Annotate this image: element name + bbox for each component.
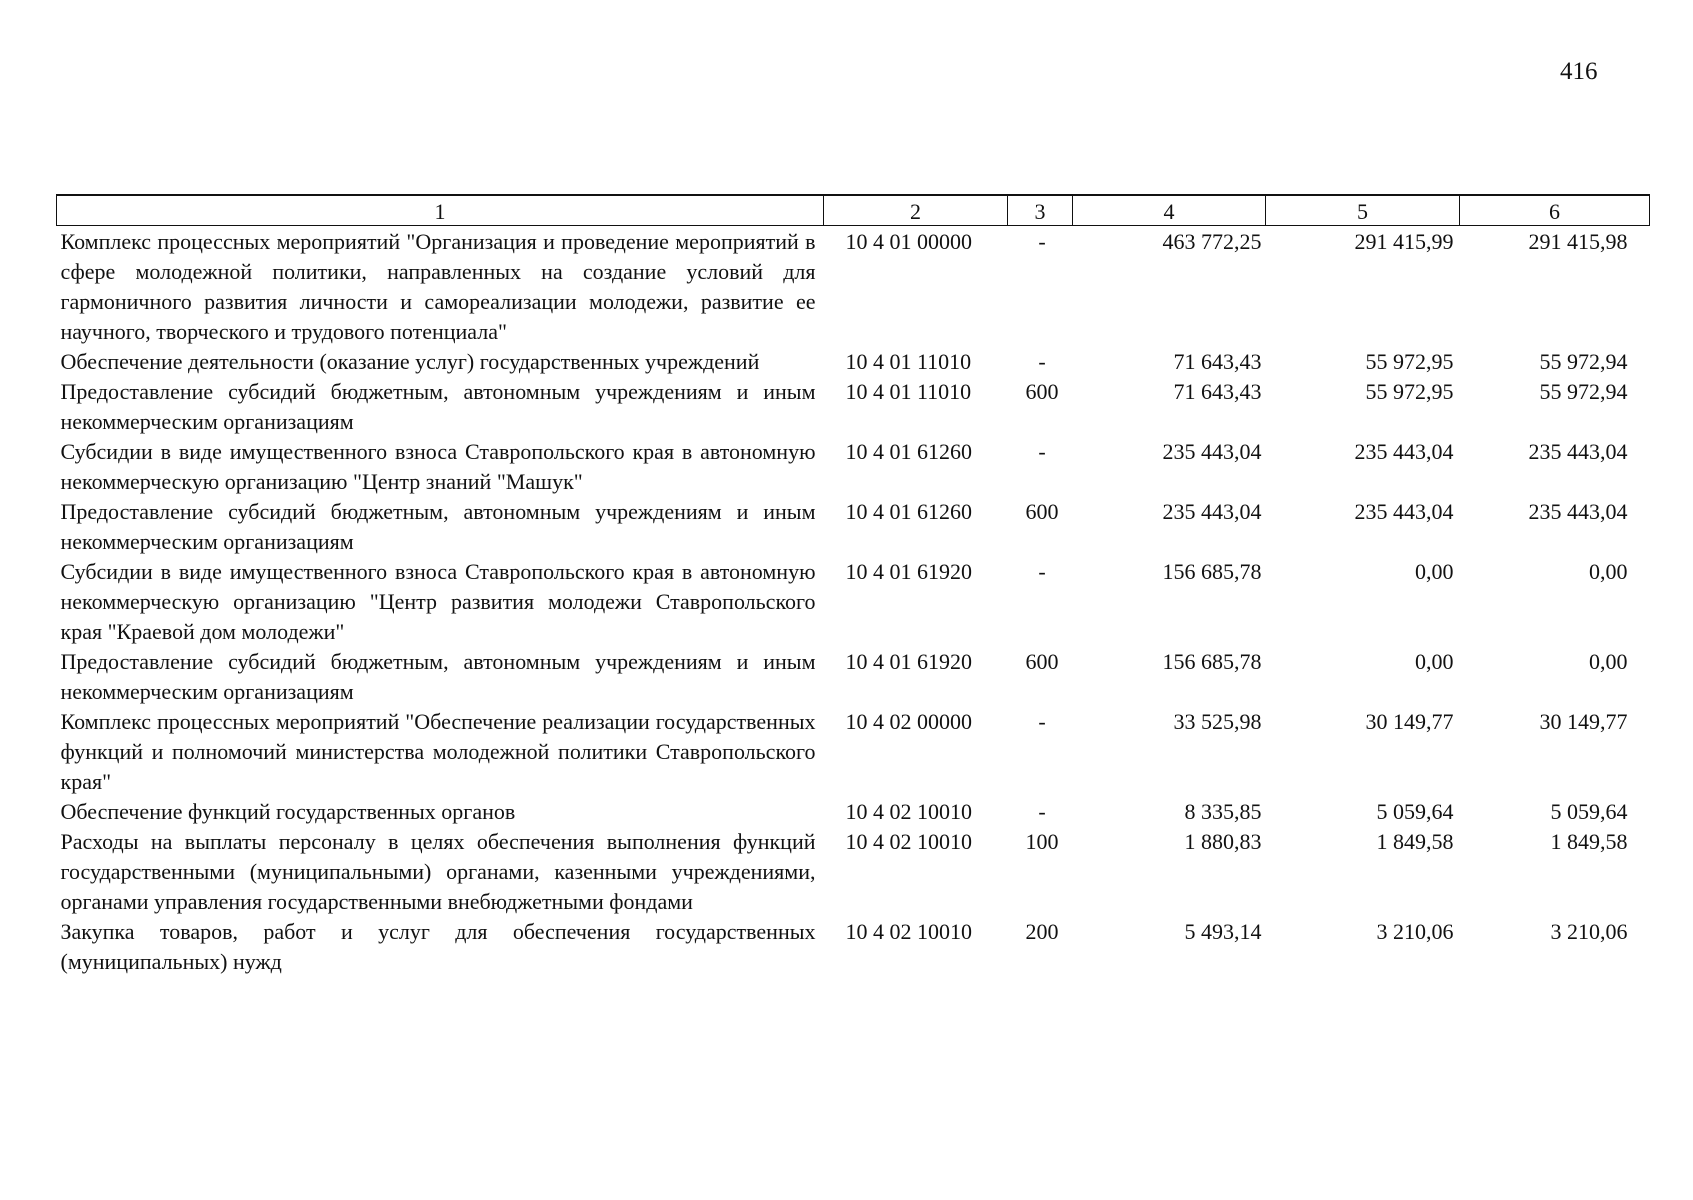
column-header-3: 3 bbox=[1008, 195, 1073, 226]
row-value-col4: 235 443,04 bbox=[1162, 499, 1262, 524]
table-row bbox=[57, 797, 1650, 827]
row-value-col4: 33 525,98 bbox=[1173, 709, 1262, 734]
row-value-col6: 291 415,98 bbox=[1528, 229, 1628, 254]
table-row bbox=[57, 347, 1650, 377]
page-number: 416 bbox=[1560, 58, 1598, 85]
row-value-col6: 5 059,64 bbox=[1550, 799, 1628, 824]
row-description: Предоставление субсидий бюджетным, автономным учреждениям и иным некоммерческим организациям bbox=[60, 649, 816, 704]
row-description: Субсидии в виде имущественного взноса Ставропольского края в автономную некоммерческую организацию "Центр развития молодежи Ставропольского края "Краевой дом молодежи" bbox=[60, 559, 816, 644]
table-row bbox=[57, 707, 1650, 797]
row-expense-type: 100 bbox=[1025, 829, 1059, 854]
row-expense-type: - bbox=[1038, 439, 1046, 464]
row-description: Предоставление субсидий бюджетным, автономным учреждениям и иным некоммерческим организациям bbox=[60, 499, 816, 554]
column-header-4: 4 bbox=[1073, 195, 1266, 226]
row-target-code: 10 4 02 10010 bbox=[845, 829, 972, 854]
row-value-col4: 8 335,85 bbox=[1184, 799, 1262, 824]
row-value-col5: 30 149,77 bbox=[1365, 709, 1454, 734]
row-expense-type: - bbox=[1038, 349, 1046, 374]
row-target-code: 10 4 01 61260 bbox=[845, 439, 972, 464]
row-value-col4: 1 880,83 bbox=[1184, 829, 1262, 854]
row-expense-type: 600 bbox=[1025, 379, 1059, 404]
row-value-col6: 0,00 bbox=[1589, 559, 1628, 584]
row-target-code: 10 4 01 61920 bbox=[845, 649, 972, 674]
column-header-5: 5 bbox=[1266, 195, 1460, 226]
row-target-code: 10 4 01 00000 bbox=[845, 229, 972, 254]
row-target-code: 10 4 01 61920 bbox=[845, 559, 972, 584]
row-value-col4: 156 685,78 bbox=[1162, 649, 1262, 674]
row-value-col6: 30 149,77 bbox=[1539, 709, 1628, 734]
table-row bbox=[57, 377, 1650, 437]
table-body bbox=[57, 226, 1650, 978]
row-expense-type: 600 bbox=[1025, 499, 1059, 524]
row-description: Обеспечение функций государственных органов bbox=[60, 799, 516, 824]
table-row bbox=[57, 827, 1650, 917]
row-value-col5: 55 972,95 bbox=[1365, 379, 1454, 404]
row-value-col6: 235 443,04 bbox=[1528, 499, 1628, 524]
row-value-col5: 1 849,58 bbox=[1376, 829, 1454, 854]
row-description: Комплекс процессных мероприятий "Организация и проведение мероприятий в сфере молодежной политики, направленных на создание условий для гармоничного развития личности и самореализации молодежи, развитие ее научного, творческого и трудового потенциала" bbox=[60, 229, 816, 344]
row-description: Обеспечение деятельности (оказание услуг) государственных учреждений bbox=[60, 349, 760, 374]
row-value-col6: 1 849,58 bbox=[1550, 829, 1628, 854]
table-header bbox=[57, 195, 1650, 226]
row-expense-type: - bbox=[1038, 559, 1046, 584]
row-target-code: 10 4 02 10010 bbox=[845, 799, 972, 824]
row-expense-type: 200 bbox=[1025, 919, 1059, 944]
row-value-col5: 235 443,04 bbox=[1354, 499, 1454, 524]
row-target-code: 10 4 02 00000 bbox=[845, 709, 972, 734]
column-header-1: 1 bbox=[57, 195, 824, 226]
row-target-code: 10 4 01 11010 bbox=[845, 379, 972, 404]
row-target-code: 10 4 01 61260 bbox=[845, 499, 972, 524]
row-target-code: 10 4 01 11010 bbox=[845, 349, 972, 374]
row-value-col4: 156 685,78 bbox=[1162, 559, 1262, 584]
row-value-col5: 0,00 bbox=[1415, 559, 1454, 584]
row-target-code: 10 4 02 10010 bbox=[845, 919, 972, 944]
row-value-col4: 71 643,43 bbox=[1173, 349, 1262, 374]
row-value-col5: 5 059,64 bbox=[1376, 799, 1454, 824]
row-value-col6: 3 210,06 bbox=[1550, 919, 1628, 944]
row-value-col5: 55 972,95 bbox=[1365, 349, 1454, 374]
row-value-col6: 55 972,94 bbox=[1539, 379, 1628, 404]
table-row bbox=[57, 437, 1650, 497]
row-value-col5: 3 210,06 bbox=[1376, 919, 1454, 944]
column-header-2: 2 bbox=[824, 195, 1008, 226]
row-value-col4: 71 643,43 bbox=[1173, 379, 1262, 404]
row-expense-type: 600 bbox=[1025, 649, 1059, 674]
row-value-col5: 291 415,99 bbox=[1354, 229, 1454, 254]
table-row bbox=[57, 497, 1650, 557]
row-description: Закупка товаров, работ и услуг для обеспечения государственных (муниципальных) нужд bbox=[60, 919, 816, 974]
row-expense-type: - bbox=[1038, 229, 1046, 254]
row-value-col4: 463 772,25 bbox=[1162, 229, 1262, 254]
table-row bbox=[57, 557, 1650, 647]
row-description: Субсидии в виде имущественного взноса Ставропольского края в автономную некоммерческую организацию "Центр знаний "Машук" bbox=[60, 439, 816, 494]
table-row bbox=[57, 226, 1650, 348]
column-header-6: 6 bbox=[1460, 195, 1650, 226]
row-description: Комплекс процессных мероприятий "Обеспечение реализации государственных функций и полномочий министерства молодежной политики Ставропольского края" bbox=[60, 709, 816, 794]
row-value-col5: 235 443,04 bbox=[1354, 439, 1454, 464]
budget-table bbox=[56, 194, 1650, 977]
row-expense-type: - bbox=[1038, 709, 1046, 734]
row-description: Предоставление субсидий бюджетным, автономным учреждениям и иным некоммерческим организациям bbox=[60, 379, 816, 434]
table-row bbox=[57, 647, 1650, 707]
row-value-col4: 5 493,14 bbox=[1184, 919, 1262, 944]
row-value-col5: 0,00 bbox=[1415, 649, 1454, 674]
header-row bbox=[57, 195, 1650, 226]
row-value-col6: 0,00 bbox=[1589, 649, 1628, 674]
row-value-col6: 55 972,94 bbox=[1539, 349, 1628, 374]
table-row bbox=[57, 917, 1650, 977]
row-expense-type: - bbox=[1038, 799, 1046, 824]
row-description: Расходы на выплаты персоналу в целях обеспечения выполнения функций государственными (муниципальными) органами, казенными учреждениями, органами управления государственными внебюджетными фондами bbox=[60, 829, 816, 914]
row-value-col4: 235 443,04 bbox=[1162, 439, 1262, 464]
row-value-col6: 235 443,04 bbox=[1528, 439, 1628, 464]
